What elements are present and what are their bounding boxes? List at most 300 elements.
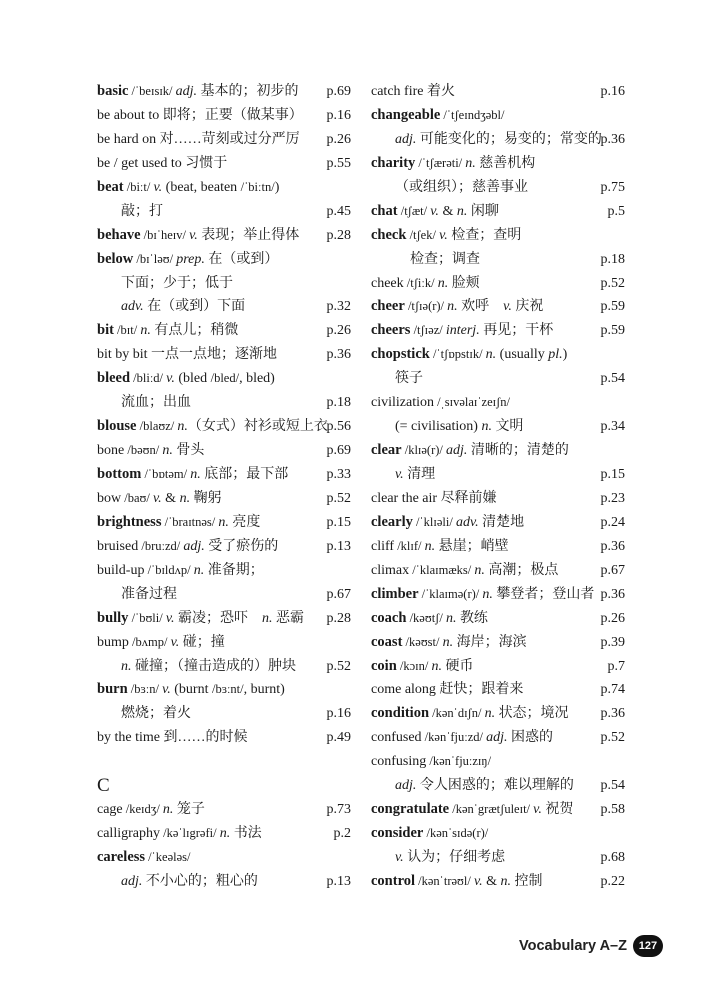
vocabulary-entry [97, 607, 351, 631]
vocabulary-entry [97, 80, 351, 104]
phonetic: /bʌmp/ [128, 634, 171, 649]
part-of-speech: interj. [445, 323, 480, 339]
vocabulary-entry [371, 487, 625, 511]
phonetic: /kənˈtrəʊl/ [415, 873, 474, 888]
part-of-speech: v. [395, 850, 404, 865]
vocabulary-entry [97, 726, 351, 750]
definition: 状态；境况 [495, 706, 569, 722]
page-reference: p.16 [326, 706, 351, 722]
phonetic: /bɪˈləʊ/ [133, 251, 177, 266]
headword: changeable [371, 106, 441, 123]
vocabulary-entry [371, 511, 625, 535]
entry-text [97, 559, 264, 583]
definition: climax [371, 562, 410, 578]
entry-text [371, 702, 569, 726]
page-reference: p.49 [326, 730, 351, 746]
definition: 碰撞；（撞击造成的）肿块 [131, 658, 296, 674]
entry-continuation-line [97, 391, 351, 415]
definition: 困惑的 [507, 730, 554, 746]
phonetic: /kənˈdɪʃn/ [429, 706, 485, 721]
definition: be about to 即将；正要（做某事） [97, 107, 303, 123]
page-reference: p.69 [326, 443, 351, 459]
part-of-speech: prep. [176, 251, 205, 267]
definition: 笼子 [173, 802, 205, 818]
vocabulary-entry [97, 822, 351, 846]
letter-heading: C [97, 775, 110, 797]
entry-text [97, 535, 278, 559]
vocabulary-entry [97, 678, 351, 702]
definition: 令人困惑的；难以理解的 [416, 778, 574, 794]
headword: chat [371, 202, 398, 219]
definition: 在（或到） [204, 251, 279, 267]
headword: bleed [97, 370, 131, 387]
phonetic: /ˈklaɪmæks/ [409, 562, 475, 577]
vocabulary-entry [97, 224, 351, 248]
page-reference: p.54 [600, 778, 625, 794]
entry-continuation-line [97, 272, 351, 296]
vocabulary-entry [371, 702, 625, 726]
entry-text [371, 607, 488, 631]
part-of-speech: v. [395, 467, 404, 482]
part-of-speech: n. [190, 467, 201, 482]
phonetic: /baʊ/ [121, 490, 153, 505]
vocabulary-entry [371, 80, 625, 104]
entry-text [371, 559, 558, 583]
page-reference: p.56 [326, 419, 351, 435]
definition: & [438, 203, 457, 219]
definition: bone [97, 443, 125, 459]
vocabulary-entry [97, 631, 351, 655]
page-reference: p.28 [326, 610, 351, 626]
part-of-speech: adj. [395, 778, 417, 794]
page-reference: p.55 [326, 155, 351, 171]
part-of-speech: v. [153, 179, 163, 195]
vocabulary-entry [371, 535, 625, 559]
vocabulary-entry [97, 846, 351, 870]
definition: （女式）衬衫或短上衣 [187, 419, 328, 435]
definition: catch fire 着火 [371, 84, 455, 99]
definition: bruised [97, 538, 139, 554]
entry-continuation-line [371, 248, 625, 272]
definition: bit by bit 一点一点地；逐渐地 [97, 347, 278, 363]
part-of-speech: n. [484, 706, 496, 722]
page-reference: p.67 [326, 586, 351, 602]
entry-text [371, 343, 567, 367]
page-reference: p.26 [600, 610, 625, 626]
entry-text [371, 319, 553, 343]
phonetic: /kənˈsɪdə(r)/ [423, 826, 489, 841]
entry-text [97, 391, 191, 415]
headword: condition [371, 705, 430, 722]
entry-text [371, 631, 527, 655]
entry-text [97, 846, 191, 870]
phonetic: /klɪf/ [394, 538, 425, 553]
part-of-speech: v. [473, 873, 483, 889]
page-reference: p.39 [600, 634, 625, 650]
headword: burn [97, 681, 128, 698]
phonetic: /blaʊz/ [136, 419, 178, 434]
page-reference: p.16 [326, 107, 351, 123]
headword: clear [371, 442, 402, 459]
definition: 基本的；初步的 [197, 84, 299, 99]
phonetic: /kəʊtʃ/ [406, 610, 446, 625]
phonetic: /tʃek/ [406, 227, 440, 242]
page-reference: p.59 [600, 299, 625, 315]
vocabulary-entry [97, 535, 351, 559]
definition: be hard on 对……苛刻或过分严厉 [97, 131, 300, 147]
phonetic: /ˈbeɪsɪk/ [128, 84, 176, 98]
definition: 在（或到）下面 [143, 299, 246, 315]
definition: 下面；少于；低于 [121, 275, 233, 291]
entry-text [371, 870, 543, 894]
page-reference: p.36 [326, 347, 351, 363]
page-reference: p.7 [607, 658, 625, 674]
entry-text [97, 343, 277, 367]
entry-text [371, 511, 524, 535]
entry-text [371, 846, 505, 870]
part-of-speech: n. [424, 538, 436, 554]
entry-continuation-line [371, 128, 625, 152]
vocabulary-entry [371, 678, 625, 702]
definition: civilization [371, 395, 434, 411]
vocabulary-entry [371, 822, 625, 846]
part-of-speech: adv. [121, 299, 144, 315]
part-of-speech: v. [170, 634, 180, 650]
vocabulary-entry [371, 439, 625, 463]
phonetic: /ˈbiːtn/ [240, 179, 275, 194]
entry-text [97, 607, 304, 631]
phonetic: /ˈtʃærəti/ [415, 155, 466, 170]
entry-text [371, 367, 423, 391]
definition: ) [274, 179, 280, 195]
vocabulary-entry [97, 559, 351, 583]
entry-text [371, 152, 535, 176]
page-reference: p.67 [600, 562, 625, 578]
part-of-speech: n. [162, 443, 173, 459]
entry-text [371, 272, 480, 296]
page-reference: p.74 [600, 682, 625, 698]
definition: 准备过程 [121, 586, 177, 602]
page-reference: p.2 [333, 826, 351, 842]
definition: 控制 [511, 873, 543, 889]
definition: 祝贺 [541, 802, 574, 818]
entry-continuation-line [97, 583, 351, 607]
vocabulary-column-right [371, 80, 625, 894]
part-of-speech: n. [485, 347, 497, 363]
headword: control [371, 872, 416, 889]
definition: 高潮；极点 [484, 562, 559, 578]
part-of-speech: n. [193, 562, 205, 578]
definition: 受了瘀伤的 [204, 538, 279, 554]
entry-text [97, 798, 205, 822]
vocabulary-entry [371, 870, 625, 894]
definition: 欢呼 [457, 299, 504, 315]
part-of-speech: n. [500, 873, 512, 889]
phonetic: /bəʊn/ [124, 443, 163, 458]
page-reference: p.58 [600, 802, 625, 818]
definition: confusing [371, 754, 427, 770]
part-of-speech: adj. [183, 538, 205, 554]
entry-text [371, 224, 521, 248]
vocabulary-entry [371, 104, 625, 128]
headword: brightness [97, 513, 162, 530]
vocabulary-entry [371, 272, 625, 296]
spacer [97, 750, 351, 774]
definition: 碰；撞 [179, 634, 225, 650]
headword: check [371, 226, 407, 243]
page-reference: p.36 [600, 586, 625, 602]
page-reference: p.26 [326, 131, 351, 147]
entry-continuation-line [97, 702, 351, 726]
page-reference: p.52 [600, 275, 625, 291]
phonetic: /bɪt/ [113, 323, 141, 338]
entry-text [97, 655, 296, 679]
part-of-speech: n. [179, 490, 191, 506]
entry-text [97, 128, 300, 152]
entry-text [371, 128, 602, 152]
vocabulary-entry [97, 511, 351, 535]
headword: coast [371, 633, 403, 650]
entry-text [97, 702, 191, 726]
entry-text [97, 511, 260, 535]
definition: 再见；干杯 [479, 323, 554, 339]
entry-text [371, 750, 491, 774]
entry-text [371, 583, 594, 607]
vocabulary-entry [371, 655, 625, 679]
definition: be / get used to 习惯于 [97, 155, 228, 171]
entry-text [97, 319, 238, 343]
definition: by the time 到……的时候 [97, 730, 248, 746]
section-letter-heading [97, 774, 351, 798]
definition: 流血；出血 [121, 395, 191, 411]
phonetic: /bɪˈheɪv/ [140, 227, 190, 242]
vocabulary-entry [97, 152, 351, 176]
vocabulary-entry [371, 319, 625, 343]
definition: (bled [174, 371, 211, 387]
definition: 闲聊 [467, 203, 499, 219]
phonetic: /ˈbɒtəm/ [141, 467, 191, 481]
part-of-speech: n. [447, 299, 458, 315]
definition: 敲；打 [121, 203, 163, 219]
page-reference: p.28 [326, 227, 351, 243]
definition: 检查；调查 [410, 251, 480, 267]
phonetic: /tʃɪə(r)/ [404, 299, 448, 314]
headword: careless [97, 849, 146, 865]
definition: clear the air 尽释前嫌 [371, 490, 497, 506]
headword: beat [97, 178, 124, 195]
definition: 教练 [456, 610, 488, 626]
vocabulary-entry [97, 439, 351, 463]
entry-text [97, 583, 177, 607]
definition: calligraphy [97, 826, 160, 842]
entry-text [371, 248, 480, 272]
vocabulary-entry [97, 319, 351, 343]
part-of-speech: n. [140, 323, 151, 339]
entry-continuation-line [97, 200, 351, 224]
definition: 恶霸 [272, 610, 305, 626]
entry-continuation-line [97, 295, 351, 319]
entry-text [371, 295, 543, 319]
definition: 清晰的；清楚的 [467, 443, 569, 459]
part-of-speech: n. [465, 155, 476, 171]
entry-continuation-line [97, 870, 351, 894]
headword: cheers [371, 322, 411, 339]
definition: 准备期； [204, 562, 264, 578]
part-of-speech: n. [482, 586, 493, 602]
vocabulary-entry [97, 128, 351, 152]
definition: & [161, 490, 180, 506]
definition: (usually [496, 347, 549, 363]
definition: 鞠躬 [190, 490, 222, 506]
page-reference: p.69 [326, 84, 351, 99]
page-reference: p.23 [600, 490, 625, 506]
phonetic: /kəʊst/ [402, 634, 443, 649]
entry-text [97, 367, 275, 391]
vocabulary-entry [97, 343, 351, 367]
phonetic: /bled/ [210, 371, 240, 386]
part-of-speech: v. [189, 227, 198, 243]
definition: (= civilisation) [395, 419, 482, 435]
part-of-speech: v. [152, 490, 162, 506]
part-of-speech: adv. [455, 514, 479, 530]
entry-text [371, 822, 488, 846]
vocabulary-entry [371, 726, 625, 750]
definition: , burnt) [243, 682, 285, 698]
phonetic: /kənˈfjuːzd/ [421, 730, 487, 745]
entry-text [97, 487, 222, 511]
part-of-speech: n. [121, 658, 132, 674]
entry-text [371, 415, 523, 439]
phonetic: /bruːzd/ [138, 538, 184, 553]
phonetic: /ˈklaɪmə(r)/ [418, 586, 483, 601]
definition: bump [97, 634, 129, 650]
entry-text [97, 439, 204, 463]
entry-text [371, 726, 553, 750]
part-of-speech: adj. [175, 84, 198, 99]
headword: behave [97, 226, 141, 243]
phonetic: /ˈbɪldʌp/ [144, 562, 194, 577]
phonetic: /ˈkeələs/ [145, 850, 191, 864]
vocabulary-entry [371, 559, 625, 583]
entry-text [97, 80, 299, 104]
definition: 不小心的；粗心的 [142, 873, 258, 889]
part-of-speech: v. [533, 802, 542, 818]
definition: 书法 [230, 826, 262, 842]
headword: below [97, 250, 134, 267]
part-of-speech: v. [165, 610, 175, 626]
part-of-speech: adj. [121, 873, 143, 889]
entry-text [97, 248, 278, 272]
entry-text [371, 798, 573, 822]
entry-continuation-line [371, 463, 625, 487]
definition: 表现；举止得体 [197, 227, 300, 243]
definition: ) [562, 347, 568, 363]
definition: 清楚地 [478, 514, 525, 530]
phonetic: /ˈklɪəli/ [412, 514, 456, 529]
vocabulary-entry [371, 295, 625, 319]
page-reference: p.36 [600, 538, 625, 554]
entry-text [371, 487, 497, 511]
entry-text [97, 870, 258, 894]
page-reference: p.13 [326, 538, 351, 554]
entry-text [371, 678, 523, 702]
headword: coin [371, 657, 397, 674]
page-reference: p.52 [326, 490, 351, 506]
definition: cliff [371, 538, 395, 554]
section-title: Vocabulary A–Z [519, 938, 627, 954]
definition: , bled) [239, 371, 275, 387]
definition: 亮度 [228, 514, 261, 530]
part-of-speech: adj. [446, 443, 468, 459]
entry-text [371, 774, 574, 798]
part-of-speech: v. [162, 682, 171, 698]
phonetic: /ˈbraɪtnəs/ [161, 514, 219, 529]
page-reference: p.16 [600, 84, 625, 99]
entry-text [371, 439, 569, 463]
phonetic: /bɜːn/ [127, 682, 163, 697]
entry-continuation-line [371, 367, 625, 391]
page-reference: p.34 [600, 419, 625, 435]
definition: 硬币 [442, 658, 474, 674]
headword: congratulate [371, 801, 450, 818]
phonetic: /kɔɪn/ [396, 658, 432, 673]
page-reference: p.18 [600, 251, 625, 267]
headword: clearly [371, 513, 413, 530]
page-reference: p.18 [326, 395, 351, 411]
entry-text [97, 463, 288, 487]
vocabulary-column-left [97, 80, 351, 894]
part-of-speech: n. [219, 826, 231, 842]
definition: 检查；查明 [447, 227, 522, 243]
headword: charity [371, 154, 416, 171]
part-of-speech: n. [218, 514, 229, 530]
page-reference: p.15 [326, 514, 351, 530]
phonetic: /kəˈlɪgrəfi/ [159, 826, 220, 841]
phonetic: /ˈtʃeɪndʒəbl/ [440, 107, 505, 122]
headword: blouse [97, 418, 137, 435]
headword: basic [97, 83, 129, 99]
definition: （或组织）；慈善事业 [395, 179, 528, 195]
part-of-speech: n. [262, 610, 273, 626]
page-reference: p.36 [600, 131, 625, 147]
phonetic: /ˈtʃɒpstɪk/ [429, 347, 486, 362]
vocabulary-entry [371, 200, 625, 224]
definition: 可能变化的；易变的；常变的 [416, 131, 602, 147]
definition: 悬崖；峭壁 [435, 538, 509, 554]
headword: bully [97, 609, 129, 626]
entry-text [97, 415, 328, 439]
headword: consider [371, 825, 424, 842]
headword: chopstick [371, 346, 430, 363]
headword: cheer [371, 298, 405, 315]
phonetic: /tʃɪəz/ [410, 323, 446, 338]
page-reference: p.52 [600, 730, 625, 746]
definition: 海岸；海滨 [453, 634, 527, 650]
definition: 慈善机构 [475, 155, 536, 171]
part-of-speech: adj. [486, 730, 508, 746]
page-reference: p.24 [600, 514, 625, 530]
entry-text [97, 152, 227, 176]
phonetic: /bɜːnt/ [211, 682, 244, 697]
definition: (burnt [170, 682, 212, 698]
entry-text [371, 80, 455, 104]
entry-text [371, 176, 528, 200]
entry-text [371, 200, 499, 224]
definition: confused [371, 730, 422, 746]
entry-text [371, 655, 474, 679]
page-reference: p.68 [600, 850, 625, 865]
entry-text [97, 822, 262, 846]
